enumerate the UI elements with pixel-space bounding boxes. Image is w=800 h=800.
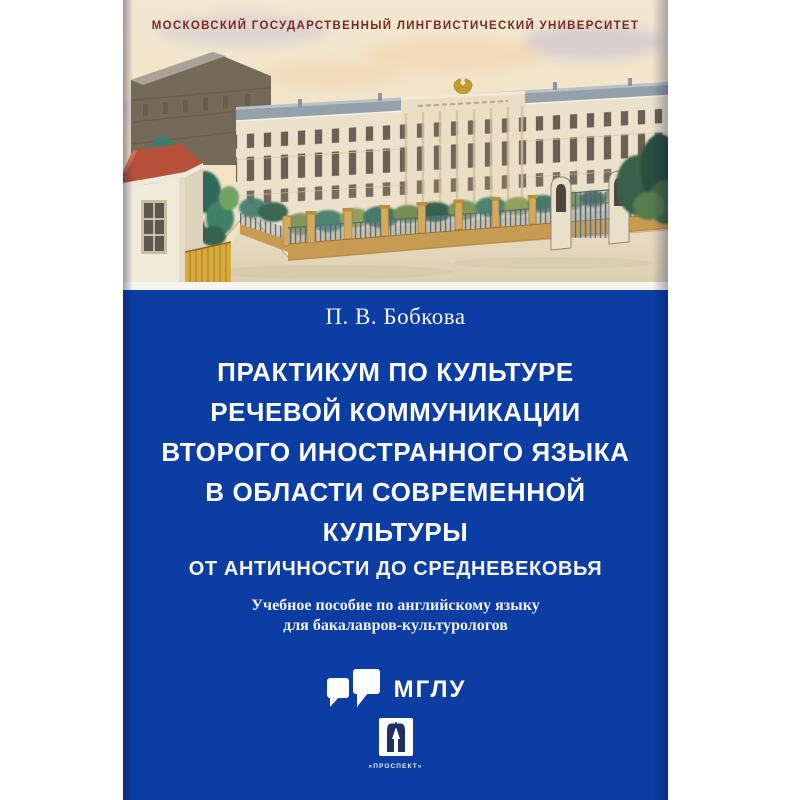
mglu-logo <box>123 665 668 713</box>
book-subtitle: ОТ АНТИЧНОСТИ ДО СРЕДНЕВЕКОВЬЯ <box>188 558 603 580</box>
book-title-line: ВТОРОГО ИНОСТРАННОГО ЯЗЫКА <box>161 437 630 467</box>
book-title-line: РЕЧЕВОЙ КОММУНИКАЦИИ <box>210 397 581 427</box>
university-header: МОСКОВСКИЙ ГОСУДАРСТВЕННЫЙ ЛИНГВИСТИЧЕСКИЙ УНИВЕРСИТЕТ <box>151 20 640 32</box>
book-title-line: КУЛЬТУРЫ <box>322 517 469 547</box>
prospekt-logo <box>123 718 668 770</box>
edition-note-line: Учебное пособие по английскому языку <box>251 597 540 614</box>
university-building-watercolor <box>123 0 668 282</box>
mglu-label: МГЛУ <box>393 676 467 703</box>
book-title <box>123 352 668 552</box>
cover-blue-panel <box>123 290 668 800</box>
book-title-line: В ОБЛАСТИ СОВРЕМЕННОЙ <box>205 477 586 507</box>
house-window <box>141 200 167 254</box>
edition-note <box>123 596 668 635</box>
edition-note-line: для бакалавров-культурологов <box>283 616 508 634</box>
book-title-line: ПРАКТИКУМ ПО КУЛЬТУРЕ <box>217 357 574 387</box>
cover-illustration <box>123 0 668 282</box>
book-cover <box>123 0 668 800</box>
cover-divider-band <box>123 282 668 290</box>
speech-bubbles-icon <box>325 666 383 712</box>
author-name: П. В. Бобкова <box>325 304 466 329</box>
prospekt-label: «ПРОСПЕКТ» <box>368 763 423 770</box>
kremlin-tower-icon <box>379 718 413 756</box>
